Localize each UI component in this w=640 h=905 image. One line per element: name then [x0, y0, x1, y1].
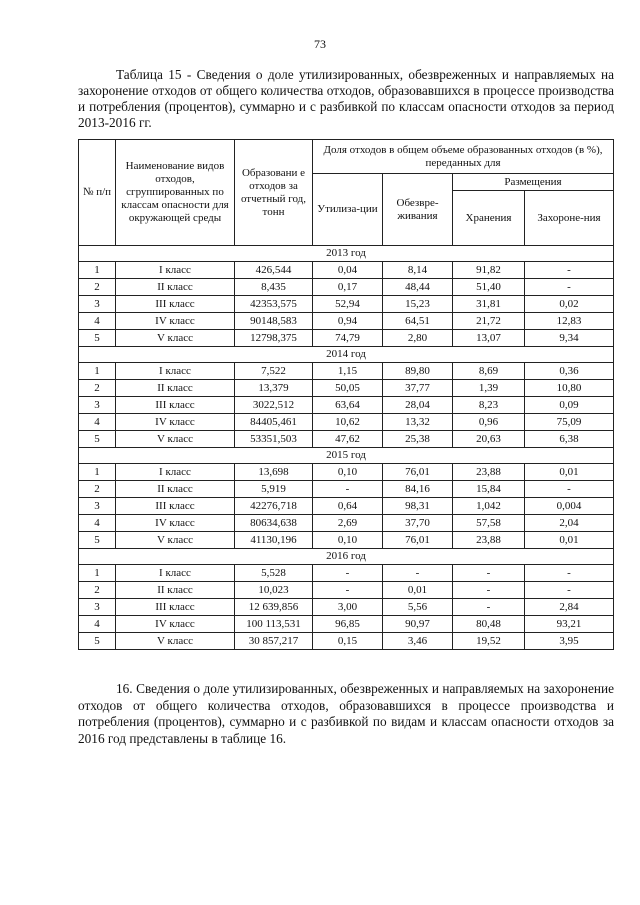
- table-cell: 50,05: [313, 380, 383, 397]
- table-cell: II класс: [116, 279, 235, 296]
- table-cell: III класс: [116, 498, 235, 515]
- table-cell: IV класс: [116, 515, 235, 532]
- table-cell: 23,88: [453, 532, 525, 549]
- table-row: [79, 532, 614, 549]
- table-cell: 1,15: [313, 363, 383, 380]
- header-name: Наименование видов отходов, сгруппированных по классам опасности для окружающей среды: [116, 140, 235, 246]
- header-storage: Хранения: [453, 191, 525, 246]
- table-cell: V класс: [116, 532, 235, 549]
- table-cell: I класс: [116, 262, 235, 279]
- table-cell: 12798,375: [235, 330, 313, 347]
- table-cell: 63,64: [313, 397, 383, 414]
- table-cell: -: [313, 582, 383, 599]
- header-burial: Захороне-ния: [525, 191, 614, 246]
- table-cell: 0,36: [525, 363, 614, 380]
- table-cell: II класс: [116, 481, 235, 498]
- table-row: [79, 515, 614, 532]
- year-row: [79, 347, 614, 363]
- table-cell: 0,01: [383, 582, 453, 599]
- table-cell: 5,56: [383, 599, 453, 616]
- table-cell: 13,07: [453, 330, 525, 347]
- table-row: [79, 414, 614, 431]
- table-cell: 2,80: [383, 330, 453, 347]
- table-cell: 2,04: [525, 515, 614, 532]
- table-cell: 2,69: [313, 515, 383, 532]
- table-cell: 93,21: [525, 616, 614, 633]
- table-row: [79, 464, 614, 481]
- year-row: [79, 448, 614, 464]
- table-cell: 37,77: [383, 380, 453, 397]
- table-cell: 12,83: [525, 313, 614, 330]
- table-cell: 13,32: [383, 414, 453, 431]
- table-cell: 84405,461: [235, 414, 313, 431]
- table-cell: 31,81: [453, 296, 525, 313]
- table-cell: 10,023: [235, 582, 313, 599]
- table-cell: I класс: [116, 464, 235, 481]
- table-cell: 0,10: [313, 532, 383, 549]
- table-caption: Таблица 15 - Сведения о доле утилизированных, обезвреженных и направляемых на захоронение отходов от общего количества отходов, образовавшихся в процессе производства и потребления (процентов), суммарно и с разбивкой по классам опасности отходов за период 2013-2016 гг.: [78, 67, 614, 130]
- table-row: [79, 582, 614, 599]
- table-cell: 2: [79, 279, 116, 296]
- table-row: [79, 313, 614, 330]
- table-cell: -: [525, 262, 614, 279]
- table-row: [79, 565, 614, 582]
- table-cell: 13,379: [235, 380, 313, 397]
- table-cell: 0,02: [525, 296, 614, 313]
- year-label: 2016 год: [79, 549, 614, 565]
- table-cell: III класс: [116, 296, 235, 313]
- table-cell: 0,94: [313, 313, 383, 330]
- table-cell: -: [525, 279, 614, 296]
- table-cell: 0,10: [313, 464, 383, 481]
- table-cell: 3: [79, 296, 116, 313]
- table-cell: 5: [79, 330, 116, 347]
- table-cell: 84,16: [383, 481, 453, 498]
- table-cell: 28,04: [383, 397, 453, 414]
- table-cell: -: [525, 582, 614, 599]
- table-cell: 15,84: [453, 481, 525, 498]
- table-cell: 98,31: [383, 498, 453, 515]
- table-cell: 42353,575: [235, 296, 313, 313]
- table-cell: 0,15: [313, 633, 383, 650]
- table-cell: 8,23: [453, 397, 525, 414]
- header-util: Утилиза-ции: [313, 174, 383, 246]
- table-cell: 3: [79, 397, 116, 414]
- table-cell: II класс: [116, 380, 235, 397]
- table-cell: 76,01: [383, 464, 453, 481]
- table-cell: -: [525, 565, 614, 582]
- table-cell: V класс: [116, 330, 235, 347]
- table-row: [79, 380, 614, 397]
- table-cell: 15,23: [383, 296, 453, 313]
- table-cell: 6,38: [525, 431, 614, 448]
- table-cell: I класс: [116, 565, 235, 582]
- table-cell: 0,01: [525, 532, 614, 549]
- table-row: [79, 296, 614, 313]
- table-cell: -: [453, 599, 525, 616]
- table-cell: 75,09: [525, 414, 614, 431]
- table-row: [79, 599, 614, 616]
- table-cell: 30 857,217: [235, 633, 313, 650]
- table-cell: 5: [79, 431, 116, 448]
- table-cell: 4: [79, 313, 116, 330]
- table-cell: V класс: [116, 633, 235, 650]
- table-cell: 1: [79, 363, 116, 380]
- table-cell: -: [453, 565, 525, 582]
- header-formed: Образовани е отходов за отчетный год, тонн: [235, 140, 313, 246]
- table-cell: III класс: [116, 599, 235, 616]
- table-row: [79, 481, 614, 498]
- table-cell: 52,94: [313, 296, 383, 313]
- table-cell: 10,62: [313, 414, 383, 431]
- table-cell: 42276,718: [235, 498, 313, 515]
- table-cell: 3: [79, 498, 116, 515]
- table-cell: 2,84: [525, 599, 614, 616]
- table-cell: 74,79: [313, 330, 383, 347]
- table-cell: 0,01: [525, 464, 614, 481]
- table-cell: -: [383, 565, 453, 582]
- table-cell: 80634,638: [235, 515, 313, 532]
- table-cell: 57,58: [453, 515, 525, 532]
- table-cell: 1: [79, 262, 116, 279]
- table-row: [79, 616, 614, 633]
- table-cell: 0,04: [313, 262, 383, 279]
- table-cell: 3,00: [313, 599, 383, 616]
- header-placement: Размещения: [453, 174, 614, 191]
- header-share: Доля отходов в общем объеме образованных отходов (в %), переданных для: [313, 140, 614, 174]
- table-cell: 426,544: [235, 262, 313, 279]
- table-cell: 23,88: [453, 464, 525, 481]
- table-cell: 7,522: [235, 363, 313, 380]
- table-cell: 9,34: [525, 330, 614, 347]
- table-cell: 0,17: [313, 279, 383, 296]
- table-row: [79, 498, 614, 515]
- table-cell: -: [313, 481, 383, 498]
- table-cell: 1,39: [453, 380, 525, 397]
- table-cell: 25,38: [383, 431, 453, 448]
- page-number: 73: [314, 37, 326, 51]
- table-cell: IV класс: [116, 414, 235, 431]
- table-cell: 3: [79, 599, 116, 616]
- waste-table: [78, 139, 614, 650]
- table-cell: 51,40: [453, 279, 525, 296]
- year-label: 2013 год: [79, 246, 614, 262]
- table-cell: 5,528: [235, 565, 313, 582]
- table-cell: 4: [79, 414, 116, 431]
- table-cell: 5,919: [235, 481, 313, 498]
- table-cell: 4: [79, 515, 116, 532]
- year-label: 2014 год: [79, 347, 614, 363]
- table-row: [79, 262, 614, 279]
- table-cell: 20,63: [453, 431, 525, 448]
- table-cell: 5: [79, 633, 116, 650]
- header-neutral: Обезвре-живания: [383, 174, 453, 246]
- table-cell: 48,44: [383, 279, 453, 296]
- table-cell: II класс: [116, 582, 235, 599]
- year-row: [79, 549, 614, 565]
- table-cell: 19,52: [453, 633, 525, 650]
- table-cell: V класс: [116, 431, 235, 448]
- table-cell: III класс: [116, 397, 235, 414]
- table-row: [79, 633, 614, 650]
- table-cell: 12 639,856: [235, 599, 313, 616]
- table-cell: 1: [79, 565, 116, 582]
- table-cell: IV класс: [116, 616, 235, 633]
- table-cell: 76,01: [383, 532, 453, 549]
- table-cell: 8,14: [383, 262, 453, 279]
- table-row: [79, 431, 614, 448]
- year-label: 2015 год: [79, 448, 614, 464]
- table-cell: 100 113,531: [235, 616, 313, 633]
- table-cell: 47,62: [313, 431, 383, 448]
- table-row: [79, 363, 614, 380]
- table-cell: 2: [79, 582, 116, 599]
- table-cell: 91,82: [453, 262, 525, 279]
- table-cell: 96,85: [313, 616, 383, 633]
- table-cell: 80,48: [453, 616, 525, 633]
- table-cell: 1: [79, 464, 116, 481]
- table-cell: 2: [79, 380, 116, 397]
- table-cell: 4: [79, 616, 116, 633]
- table-cell: 13,698: [235, 464, 313, 481]
- table-cell: 90,97: [383, 616, 453, 633]
- table-cell: 90148,583: [235, 313, 313, 330]
- header-num: № п/п: [79, 140, 116, 246]
- table-cell: 0,64: [313, 498, 383, 515]
- table-cell: -: [525, 481, 614, 498]
- table-cell: 1,042: [453, 498, 525, 515]
- table-cell: IV класс: [116, 313, 235, 330]
- table-cell: -: [313, 565, 383, 582]
- table-cell: 64,51: [383, 313, 453, 330]
- table-cell: 89,80: [383, 363, 453, 380]
- table-cell: 10,80: [525, 380, 614, 397]
- table-cell: 8,69: [453, 363, 525, 380]
- table-row: [79, 279, 614, 296]
- table-cell: I класс: [116, 363, 235, 380]
- table-cell: 5: [79, 532, 116, 549]
- table-cell: 0,09: [525, 397, 614, 414]
- table-cell: 41130,196: [235, 532, 313, 549]
- year-row: [79, 246, 614, 262]
- table-cell: 37,70: [383, 515, 453, 532]
- table-cell: 0,004: [525, 498, 614, 515]
- paragraph-16: 16. Сведения о доле утилизированных, обезвреженных и направляемых на захоронение отходов от общего количества отходов, образовавшихся в процессе производства и потребления (процентов), суммарно и с разбивкой по видам и классам опасности отходов за 2016 год представлены в таблице 16.: [78, 681, 614, 746]
- table-cell: 3022,512: [235, 397, 313, 414]
- table-cell: 53351,503: [235, 431, 313, 448]
- table-row: [79, 330, 614, 347]
- table-cell: 2: [79, 481, 116, 498]
- table-row: [79, 397, 614, 414]
- table-cell: 21,72: [453, 313, 525, 330]
- table-cell: -: [453, 582, 525, 599]
- table-body: [79, 246, 614, 650]
- table-cell: 8,435: [235, 279, 313, 296]
- table-cell: 0,96: [453, 414, 525, 431]
- table-cell: 3,95: [525, 633, 614, 650]
- table-cell: 3,46: [383, 633, 453, 650]
